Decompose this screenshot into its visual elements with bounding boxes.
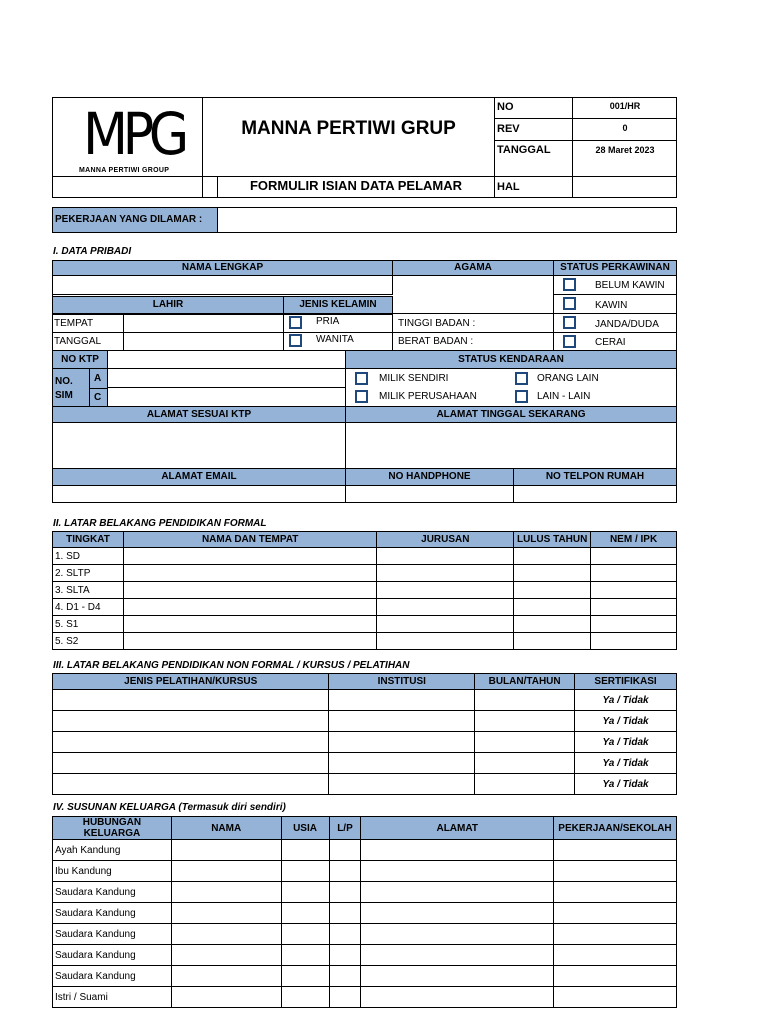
table-row — [53, 711, 677, 732]
section-nonformal-title: III. LATAR BELAKANG PENDIDIKAN NON FORMAL / KURSUS / PELATIHAN — [53, 660, 410, 671]
tempat-label: TEMPAT — [54, 318, 94, 329]
no-ktp-field[interactable] — [107, 350, 346, 369]
col-alamat-tinggal: ALAMAT TINGGAL SEKARANG — [345, 406, 677, 423]
table-row — [53, 987, 677, 1008]
tanggal-field[interactable] — [124, 333, 283, 350]
job-applied-label: PEKERJAAN YANG DILAMAR : — [55, 214, 203, 225]
pria-label: PRIA — [316, 316, 340, 327]
col-sertifikasi: SERTIFIKASI — [575, 674, 677, 690]
table-row — [53, 882, 677, 903]
hubungan-cell: Saudara Kandung — [53, 945, 172, 966]
sertifikasi-cell[interactable]: Ya / Tidak — [575, 690, 677, 711]
table-row — [53, 840, 677, 861]
col-alamat-email: ALAMAT EMAIL — [52, 468, 346, 486]
hubungan-cell: Saudara Kandung — [53, 966, 172, 987]
tingkat-cell: 5. S2 — [53, 633, 124, 650]
form-title: FORMULIR ISIAN DATA PELAMAR — [249, 178, 463, 193]
janda-duda-label: JANDA/DUDA — [595, 319, 659, 330]
tingkat-cell: 5. S1 — [53, 616, 124, 633]
lain-lain-label: LAIN - LAIN — [537, 391, 591, 402]
berat-badan-label: BERAT BADAN : — [398, 336, 474, 347]
orang-lain-label: ORANG LAIN — [537, 373, 599, 384]
col-nama-tempat: NAMA DAN TEMPAT — [123, 532, 376, 548]
table-row — [53, 774, 677, 795]
table-row — [53, 903, 677, 924]
meta-rev-label: REV — [497, 123, 520, 135]
wanita-label: WANITA — [316, 334, 354, 345]
alamat-email-field[interactable] — [52, 485, 346, 503]
col-jurusan: JURUSAN — [377, 532, 514, 548]
family-table — [52, 816, 677, 1008]
col-status-kendaraan: STATUS KENDARAAN — [345, 350, 677, 369]
hubungan-cell: Ayah Kandung — [53, 840, 172, 861]
table-row — [53, 599, 677, 616]
meta-hal-label: HAL — [497, 181, 520, 193]
col-hubungan: HUBUNGAN KELUARGA — [53, 817, 172, 840]
col-no-ktp: NO KTP — [52, 350, 108, 369]
col-lulus-tahun: LULUS TAHUN — [514, 532, 591, 548]
tinggi-badan-label: TINGGI BADAN : — [398, 318, 476, 329]
col-usia: USIA — [281, 817, 329, 840]
tempat-field[interactable] — [124, 315, 283, 332]
col-bulan-tahun: BULAN/TAHUN — [475, 674, 575, 690]
col-nama-lengkap: NAMA LENGKAP — [52, 260, 393, 276]
table-row — [53, 924, 677, 945]
col-pekerjaan: PEKERJAAN/SEKOLAH — [553, 817, 676, 840]
sim-label-1: NO. — [55, 376, 73, 387]
meta-no-value: 001/HR — [609, 101, 641, 111]
col-jenis-kelamin: JENIS KELAMIN — [283, 296, 393, 314]
tingkat-cell: 3. SLTA — [53, 582, 124, 599]
hubungan-cell: Saudara Kandung — [53, 882, 172, 903]
table-row — [53, 945, 677, 966]
col-agama: AGAMA — [392, 260, 554, 276]
table-row — [53, 565, 677, 582]
sim-c-field[interactable] — [107, 387, 346, 407]
cerai-label: CERAI — [595, 337, 626, 348]
kawin-checkbox[interactable] — [563, 297, 576, 310]
hubungan-cell: Saudara Kandung — [53, 903, 172, 924]
janda-duda-checkbox[interactable] — [563, 316, 576, 329]
col-nem-ipk: NEM / IPK — [591, 532, 677, 548]
sim-label-2: SIM — [55, 390, 73, 401]
section-personal-title: I. DATA PRIBADI — [53, 246, 132, 257]
milik-sendiri-label: MILIK SENDIRI — [379, 373, 449, 384]
agama-field[interactable] — [392, 276, 554, 314]
cerai-checkbox[interactable] — [563, 335, 576, 348]
education-table — [52, 531, 677, 650]
sim-a-label: A — [94, 373, 102, 384]
belum-kawin-label: BELUM KAWIN — [595, 280, 665, 291]
col-no-telpon: NO TELPON RUMAH — [513, 468, 677, 486]
no-telpon-field[interactable] — [513, 485, 677, 503]
hubungan-cell: Istri / Suami — [53, 987, 172, 1008]
tanggal-label: TANGGAL — [54, 336, 102, 347]
sim-c-label: C — [94, 392, 102, 403]
table-row — [53, 633, 677, 650]
no-handphone-field[interactable] — [345, 485, 514, 503]
milik-sendiri-checkbox[interactable] — [355, 372, 368, 385]
tingkat-cell: 1. SD — [53, 548, 124, 565]
hubungan-cell: Saudara Kandung — [53, 924, 172, 945]
tingkat-cell: 4. D1 - D4 — [53, 599, 124, 616]
sertifikasi-cell[interactable]: Ya / Tidak — [575, 774, 677, 795]
col-institusi: INSTITUSI — [329, 674, 475, 690]
table-row — [53, 753, 677, 774]
table-row — [53, 966, 677, 987]
sertifikasi-cell[interactable]: Ya / Tidak — [575, 732, 677, 753]
job-applied-field[interactable] — [219, 208, 676, 232]
col-nama: NAMA — [171, 817, 281, 840]
orang-lain-checkbox[interactable] — [515, 372, 528, 385]
logo-mark: MPG — [83, 100, 184, 168]
table-row — [53, 861, 677, 882]
sertifikasi-cell[interactable]: Ya / Tidak — [575, 753, 677, 774]
section-family-title: IV. SUSUNAN KELUARGA (Termasuk diri sendiri) — [53, 802, 286, 813]
nonformal-table — [52, 673, 677, 795]
meta-tanggal-label: TANGGAL — [497, 144, 551, 156]
belum-kawin-checkbox[interactable] — [563, 278, 576, 291]
alamat-tinggal-field[interactable] — [345, 422, 677, 469]
hubungan-cell: Ibu Kandung — [53, 861, 172, 882]
meta-rev-value: 0 — [622, 123, 628, 133]
col-alamat-ktp: ALAMAT SESUAI KTP — [52, 406, 346, 423]
nama-lengkap-field[interactable] — [52, 276, 393, 295]
company-name: MANNA PERTIWI GRUP — [241, 118, 456, 139]
alamat-ktp-field[interactable] — [52, 422, 346, 469]
table-row — [53, 616, 677, 633]
milik-perusahaan-checkbox[interactable] — [355, 390, 368, 403]
kawin-label: KAWIN — [595, 300, 628, 311]
col-lahir: LAHIR — [52, 296, 284, 314]
col-tingkat: TINGKAT — [53, 532, 124, 548]
meta-no-label: NO — [497, 101, 514, 113]
logo — [53, 98, 203, 176]
col-jenis-pelatihan: JENIS PELATIHAN/KURSUS — [53, 674, 329, 690]
col-alamat: ALAMAT — [361, 817, 554, 840]
lain-lain-checkbox[interactable] — [515, 390, 528, 403]
milik-perusahaan-label: MILIK PERUSAHAAN — [379, 391, 477, 402]
pria-checkbox[interactable] — [289, 316, 302, 329]
wanita-checkbox[interactable] — [289, 334, 302, 347]
tingkat-cell: 2. SLTP — [53, 565, 124, 582]
logo-caption: MANNA PERTIWI GROUP — [79, 167, 170, 174]
table-row — [53, 732, 677, 753]
table-row — [53, 582, 677, 599]
col-status-perkawinan: STATUS PERKAWINAN — [553, 260, 677, 276]
sim-a-field[interactable] — [107, 368, 346, 388]
table-row — [53, 690, 677, 711]
table-row — [53, 548, 677, 565]
sertifikasi-cell[interactable]: Ya / Tidak — [575, 711, 677, 732]
col-lp: L/P — [329, 817, 361, 840]
meta-tanggal-value: 28 Maret 2023 — [595, 145, 655, 155]
section-education-title: II. LATAR BELAKANG PENDIDIKAN FORMAL — [53, 518, 267, 529]
col-no-handphone: NO HANDPHONE — [345, 468, 514, 486]
